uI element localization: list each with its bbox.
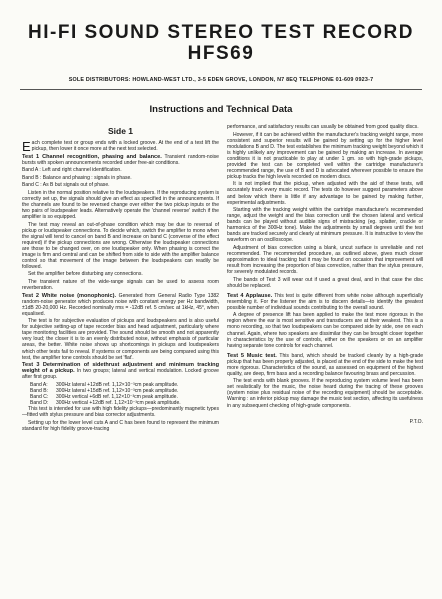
test3-bands — [22, 382, 219, 406]
test1-p5: The transient nature of the wide-range signals can be used to assess room reverberation. — [22, 278, 219, 292]
section-title: Instructions and Technical Data — [149, 104, 293, 115]
test1-paragraph: Test 1 Channel recognition, phasing and balance. Transient random-noise bursts with spoken announcements recorded under free-air conditions. — [22, 153, 219, 166]
test3-band-row: Band C: 300Hz vertical +6dB ref. 1,12×10⁻³cm peak amplitude. — [30, 393, 178, 400]
right-column — [227, 124, 423, 425]
test2-paragraph: Test 2 White noise (monophonic). Generated from General Radio Type 1382 random-noise generator which produces noise with constant energy per Hz bandwidth, ±1dB 20-20,000 Hz. Recorded nominally rms = -12dB ref. 5 cm/sec at 1kHz, 45°, when equalised. — [22, 292, 219, 317]
right-p4: Starting with the tracking weight within the cartridge manufacturer's recommended range, adjust the weight and the bias correction until the chosen lateral and vertical bands can be played without audible signs of mistracking (eg. splatter, crackle or harmonics of the 300Hz tone). Make the adjustments by small degrees until the test bands are tracked securely and clearly at minimum pressure. It is instructive to view the waveform on an oscilloscope. — [227, 207, 423, 244]
test3-band-row: Band D: 300Hz vertical +12dB ref. 1,12×10⁻³cm peak amplitude. — [30, 399, 181, 406]
top-divider — [20, 89, 422, 90]
test3-p3: Setting up for the lower level cuts A and C has been found to represent the minimum standard for high fidelity groove-tracing — [22, 419, 219, 432]
test3-heading: Test 3 Determination of sidethrust adjustment and minimum tracking weight of a pickup. — [22, 362, 219, 375]
test5-paragraph: Test 5 Music test. This band, which should be tracked cleanly by a high-grade pickup that has been properly adjusted, is placed at the end of the side to make the test more rigorous. Characteristics of the sound, as assessed on equipment of the highest quality, are deep, firm bass and a recording balance favouring brass and percussion. — [227, 352, 424, 377]
band-b: Band B : Balance and phasing : signals in phase. — [22, 174, 132, 181]
side-heading: Side 1 — [107, 126, 134, 136]
test4-p2: A degree of presence lift has been applied to make the test more rigorous in the region where the ear is most sensitive and transducers are at their weakest. This is a mono recording, so that two loudspeakers can be compared side by side, one on each channel. Again, where two speakers are dissimilar they can be brought closer together in characteristics by the use of controls, either on the speakers or on an amplifier having separate tone controls for each channel. — [227, 312, 423, 349]
test3-band-row: Band A: 300Hz lateral +12dB ref. 1,12×10⁻³cm peak amplitude. — [30, 381, 179, 388]
test1-heading: Test 1 Channel recognition, phasing and balance. — [22, 153, 162, 160]
left-column — [22, 124, 219, 433]
test2-heading: Test 2 White noise (monophonic). — [22, 292, 117, 299]
record-code: HFS69 — [187, 43, 255, 64]
test4-heading: Test 4 Applause. — [227, 292, 273, 299]
right-p3: It is not implied that the pickup, when adjusted with the aid of these tests, will accurately track every music record. The tests do however suggest parameters above and below which there is little if any advantage to be gained by making further, experimental adjustments. — [227, 181, 423, 206]
drop-cap: E — [22, 139, 31, 154]
test5-p2: The test ends with blank grooves. If the reproducing system volume level has been set realistically for the music, the noise heard during the tracing of these grooves (system noise plus residual noise of the recording equipment) should be acceptable. Warning : an inferior pickup may damage the music test section, affecting its usefulness in any subsequent checking of high-grade components. — [227, 378, 423, 409]
test3-p2: This test is intended for use with high fidelity pickups—predominantly magnetic types—fitted with stylus pressure and bias corrector adjustments. — [22, 405, 219, 418]
test3-band-row: Band B: 300Hz lateral +15dB ref. 1,12×10⁻³cm peak amplitude. — [30, 387, 179, 394]
band-a: Band A : Left and right channel identification. — [22, 167, 122, 174]
right-p1: performance, and satisfactory results can usually be obtained from good quality discs. — [227, 124, 419, 130]
record-title: HI-FI SOUND STEREO TEST RECORD — [28, 22, 414, 43]
right-p5: Adjustment of bias correction using a blank, uncut surface is unreliable and not recommended. The recommended procedure, as outlined above, gives much closer approximation to ideal tracking but it may be found on occasion that improvement will result from increasing the proportion of bias correction, rather than the stylus pressure, for severely modulated records. — [227, 244, 423, 276]
test4-paragraph: Test 4 Applause. This test is quite different from white noise although superficially resembling it. For the listener the aim is to discern details—to identify the greatest possible number of individual sounds contributing to the overall sound. — [227, 292, 423, 311]
test5-heading: Test 5 Music test. — [227, 352, 277, 359]
test1-p2: Listen in the normal position relative to the loudspeakers. If the reproducing system is correctly set up, the signals should give an effect as specified in the announcements. If the channels are found to be reversed change over either the two pickup inputs or the two pairs of loudspeaker leads. Alternatively operate the 'channel reverse' switch if the amplifier is so equipped. — [22, 189, 219, 221]
right-p6: The bands of Test 3 will wear out if used a great deal, and in that case the disc should be replaced. — [227, 276, 423, 289]
distributors-line: SOLE DISTRIBUTORS: HOWLAND-WEST LTD., 3-5 EDEN GROVE, LONDON, N7 8EQ TELEPHONE 01-609 0923-7 — [68, 77, 374, 83]
intro-paragraph: Each complete test or group ends with a locked groove. At the end of a test lift the pickup, then lower it once more at the next test selected. — [22, 139, 219, 154]
test2-p2: The test is for subjective evaluation of pickups and loudspeakers and is also useful for subjective setting-up of tape recorder bias and head adjustment, particularly where tape monitoring facilities are provided. The sound should be smooth and not apparently very loud; the closer it is to an evenly distributed noise, without emphasis of particular areas, the better. White noise shows up shortcomings in pickups and loudspeakers which other tests fail to reveal. If systems or components are being compared using this test, the amplifier tone controls should be set 'flat'. — [22, 318, 219, 361]
right-p2: However, if it can be achieved within the manufacturer's tracking weight range, more consistent and superior results will be gained by setting up for the higher level modulations B and D. The test establishes the minimum tracking weight beyond which it is highly unlikely any improvement can be gained by making an increase. In average conditions it is not practicable to play at under 1 gm. so with high-grade pickups, provided the test can be completed well within the cartridge manufacturer's recommended range, the use of B and D is advocated wherever possible to ensure the pickup tracks the high levels recorded on modern discs. — [227, 131, 423, 180]
test3-paragraph: Test 3 Determination of sidethrust adjustment and minimum tracking weight of a pickup. In two groups; lateral and vertical modulation. Locked groove after first group. — [22, 362, 219, 381]
pto-note: P.T.O. — [409, 418, 423, 425]
test1-p3: The test may reveal an out-of-phase condition which may be due to reversal of pickup or loudspeaker connections. To decide which, switch the amplifier to mono when the signal will tend to cancel on band B and increase on band C (converse of the effect required) if the pickup connections are wrong. Otherwise the loudspeaker connections are those to be changed over, on one loudspeaker only. When phasing is correct the image is firm and central and can be shifted from side to side with the amplifier balance control so that movement of the image between the loudspeakers can readily be followed. — [22, 221, 219, 270]
band-c: Band C : As B but signals out of phase. — [22, 182, 110, 189]
test1-p4: Set the amplifier before disturbing any connections. — [28, 271, 143, 278]
